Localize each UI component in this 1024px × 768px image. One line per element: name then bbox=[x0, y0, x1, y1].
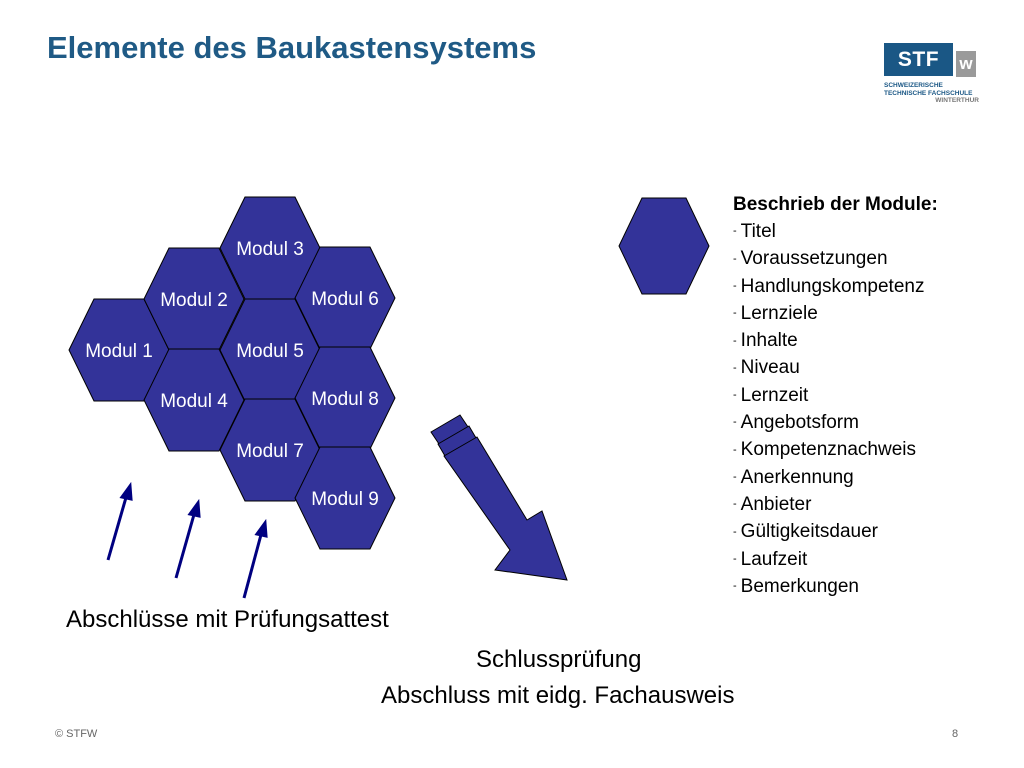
slide-title: Elemente des Baukastensystems bbox=[47, 30, 537, 65]
description-item bbox=[733, 218, 938, 245]
description-item bbox=[733, 464, 938, 491]
description-item bbox=[733, 573, 938, 600]
bullet-dash: - bbox=[733, 498, 737, 511]
footer-copyright: © STFW bbox=[55, 728, 98, 740]
hexagon-label-modul-2: Modul 2 bbox=[160, 290, 228, 311]
description-item-label: Lernzeit bbox=[740, 384, 809, 406]
bullet-dash: - bbox=[733, 443, 737, 456]
caption-fachausweis: Abschluss mit eidg. Fachausweis bbox=[381, 682, 735, 709]
small-arrow-2 bbox=[176, 511, 195, 578]
description-item bbox=[733, 300, 938, 327]
description-list bbox=[733, 218, 938, 600]
description-item-label: Anbieter bbox=[740, 493, 812, 515]
description-item bbox=[733, 436, 938, 463]
bullet-dash: - bbox=[733, 552, 737, 565]
logo-box: STF bbox=[884, 43, 953, 76]
legend-hexagon bbox=[619, 198, 709, 294]
description-item bbox=[733, 327, 938, 354]
logo-line-1: SCHWEIZERISCHE bbox=[884, 82, 943, 89]
description-item-label: Laufzeit bbox=[740, 548, 808, 570]
bullet-dash: - bbox=[733, 525, 737, 538]
big-arrow-body bbox=[444, 437, 567, 580]
description-item-label: Lernziele bbox=[740, 302, 818, 324]
hexagon-label-modul-1: Modul 1 bbox=[85, 341, 153, 362]
description-item-label: Voraussetzungen bbox=[740, 248, 888, 270]
bullet-dash: - bbox=[733, 307, 737, 320]
description-item-label: Niveau bbox=[740, 357, 800, 379]
description-item-label: Anerkennung bbox=[740, 466, 854, 488]
caption-schlusspruefung: Schlussprüfung bbox=[476, 646, 642, 673]
description-item-label: Kompetenznachweis bbox=[740, 439, 916, 461]
hexagon-label-modul-9: Modul 9 bbox=[311, 489, 379, 510]
logo-line-3: WINTERTHUR bbox=[935, 97, 979, 104]
bullet-dash: - bbox=[733, 225, 737, 238]
bullet-dash: - bbox=[733, 389, 737, 402]
bullet-dash: - bbox=[733, 334, 737, 347]
footer-page-number: 8 bbox=[952, 728, 959, 740]
caption-abschluesse: Abschlüsse mit Prüfungsattest bbox=[66, 606, 389, 633]
description-item bbox=[733, 273, 938, 300]
hexagon-label-modul-8: Modul 8 bbox=[311, 389, 379, 410]
description-item bbox=[733, 491, 938, 518]
description-item bbox=[733, 245, 938, 272]
bullet-dash: - bbox=[733, 580, 737, 593]
small-arrows bbox=[108, 486, 266, 598]
description-item bbox=[733, 518, 938, 545]
description-item-label: Handlungskompetenz bbox=[740, 275, 925, 297]
description-item bbox=[733, 409, 938, 436]
description-item-label: Gültigkeitsdauer bbox=[740, 521, 878, 543]
bullet-dash: - bbox=[733, 471, 737, 483]
hexagon-label-modul-6: Modul 6 bbox=[311, 289, 379, 310]
description-item bbox=[733, 354, 938, 381]
description-item-label: Titel bbox=[740, 221, 776, 242]
bullet-dash: - bbox=[733, 361, 737, 374]
module-description bbox=[733, 194, 938, 600]
bullet-dash: - bbox=[733, 416, 737, 429]
description-item-label: Inhalte bbox=[740, 330, 798, 352]
big-arrow bbox=[431, 415, 567, 580]
description-title: Beschrieb der Module: bbox=[733, 194, 938, 215]
small-arrow-3 bbox=[244, 531, 262, 598]
hexagon-label-modul-5: Modul 5 bbox=[236, 341, 304, 362]
small-arrow-2-head bbox=[190, 503, 199, 516]
small-arrow-3-head bbox=[257, 523, 266, 536]
description-item bbox=[733, 546, 938, 573]
description-item bbox=[733, 382, 938, 409]
hexagon-label-modul-7: Modul 7 bbox=[236, 441, 304, 462]
bullet-dash: - bbox=[733, 252, 737, 265]
small-arrow-1-head bbox=[122, 486, 131, 499]
hexagon-label-modul-4: Modul 4 bbox=[160, 391, 228, 412]
bullet-dash: - bbox=[733, 279, 737, 292]
logo-letter: w bbox=[956, 51, 976, 77]
description-item-label: Bemerkungen bbox=[740, 575, 859, 597]
hexagon-label-modul-3: Modul 3 bbox=[236, 239, 304, 260]
logo-line-2: TECHNISCHE FACHSCHULE bbox=[884, 89, 973, 97]
description-item-label: Angebotsform bbox=[740, 412, 859, 434]
small-arrow-1 bbox=[108, 494, 127, 560]
